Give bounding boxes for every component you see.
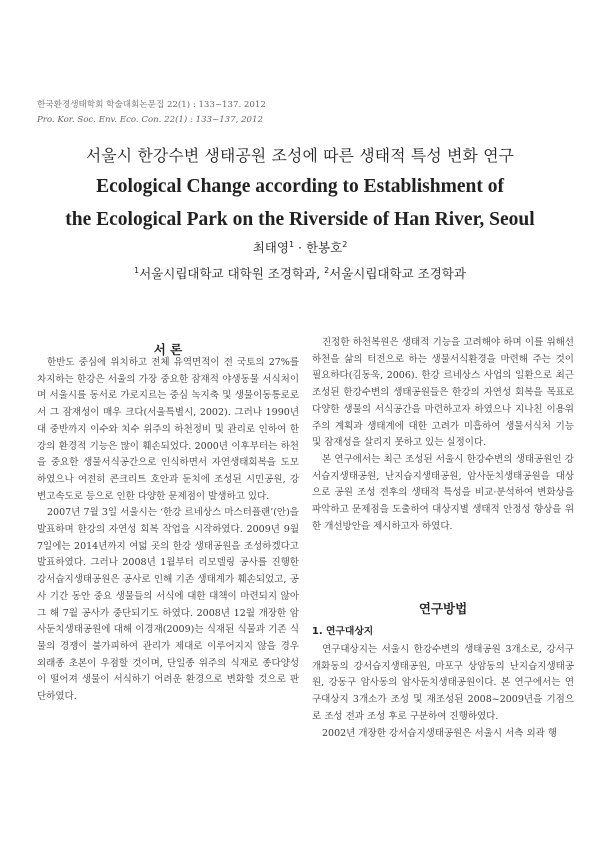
body-paragraph: 2002년 개장한 강서습지생태공원은 서울시 서측 외곽 행 — [322, 727, 558, 739]
right-column-body-bottom — [312, 642, 574, 742]
journal-citation-korean: 한국환경생태학회 학술대회논문집 22(1) : 133~137. 2012 — [37, 100, 266, 110]
body-paragraph: 진정한 하천복원은 생태적 기능을 고려해야 하며 이를 위해선 하천을 삶의 터전으로 하는 생물서식환경을 마련해 주는 것이 필요하다(김동욱, 2006). 한강 르네상스 사업의 일환으로 최근 조성된 한강수변의 생태공원들은 한강의 자연성 회복을 목표로 다양한 생물의 서식공간을 마련하고자 하였으나 지나친 이용위주의 계획과 생태계에 대한 고려가 미흡하여 생물서식처 기능 및 잠재성을 살리지 못하고 있는 실정이다. — [312, 337, 574, 449]
title-english-line-1: Ecological Change according to Establishment of — [96, 176, 504, 197]
body-paragraph: 2007년 7월 3일 서울시는 ‘한강 르네상스 마스터플랜’(안)을 발표하며 한강의 자연성 회복 작업을 시작하였다. 2009년 9월 7일에는 2014년까지 여덟 곳의 한강 생태공원을 조성하겠다고 발표하였다. 그러나 2008년 1월부터 리모델링 공사를 진행한 강서습지생태공원은 공사로 인해 기존 생태계가 훼손되었고, 공사 기간 동안 중요 생물들의 서식에 대한 대책이 마련되지 않아 그 해 7월 공사가 중단되기도 하였다. 2008년 12월 개장한 암사둔치생태공원에 대해 이경재(2009)는 식재된 식물과 기존 식물의 경쟁이 불가피하여 관리가 제대로 이루어지지 않을 경우 외래종 초본이 우점할 것이며, 단일종 위주의 식재로 종다양성이 떨어져 생물이 서식하기 어려운 환경으로 변화할 것으로 판단하였다. — [37, 507, 299, 703]
affil-2-text: 서울시립대학교 조경학과 — [329, 266, 466, 281]
author-1-name: 최태영 — [252, 240, 289, 255]
journal-citation-english: Pro. Kor. Soc. Env. Eco. Con. 22(1) : 133~137, 2012 — [37, 115, 263, 125]
affil-2-mark: 2 — [324, 265, 330, 275]
left-column-body — [37, 355, 299, 706]
body-paragraph: 한반도 중심에 위치하고 전체 유역면적이 전 국토의 27%를 차지하는 한강은 서울의 가장 중요한 잠재적 야생동물 서식처이며 서울시를 동서로 가로지르는 중심 녹지축 및 생물이동통로로서 그 잠재성이 매우 크다(서울특별시, 2002). 그러나 1990년대 중반까지 이수와 치수 위주의 하천정비 및 관리로 인하여 한강의 환경적 기능은 많이 훼손되었다. 2000년 이후부터는 하천을 중요한 생물서식공간으로 인식하면서 자연생태회복을 도모하였으나 여전히 콘크리트 호안과 둔치에 조성된 시민공원, 강변고속도로 등으로 인한 다양한 문제점이 발생하고 있다. — [37, 357, 299, 502]
right-column-body-top — [312, 335, 574, 535]
title-english-line-2: the Ecological Park on the Riverside of Han River, Seoul — [65, 209, 535, 230]
subsection-heading-study-site: 1. 연구대상지 — [312, 626, 374, 637]
body-paragraph: 본 연구에서는 최근 조성된 서울시 한강수변의 생태공원인 강서습지생태공원, 난지습지생태공원, 암사둔치생태공원을 대상으로 공원 조성 전후의 생태적 특성을 비교·분석하여 변화상을 파악하고 문제점을 도출하여 대상지별 생태적 안정성 향상을 위한 개선방안을 제시하고자 하였다. — [312, 453, 574, 532]
title-korean: 서울시 한강수변 생태공원 조성에 따른 생태적 특성 변화 연구 — [85, 146, 515, 165]
author-1-affil-mark: 1 — [288, 239, 295, 249]
affil-1-text: 서울시립대학교 대학원 조경학과, — [139, 266, 325, 281]
section-heading-methods: 연구방법 — [418, 601, 468, 616]
section-heading-introduction: 서 론 — [153, 342, 183, 357]
affiliations — [0, 264, 600, 282]
author-2-name: 한봉호 — [305, 240, 343, 255]
journal-header — [37, 98, 266, 128]
body-paragraph: 연구대상지는 서울시 한강수변의 생태공원 3개소로, 강서구 개화동의 강서습지생태공원, 마포구 상암동의 난지습지생태공원, 강동구 암사동의 암사둔치생태공원이다. 본 연구에서는 연구대상지 3개소가 조성 및 재조성된 2008~2009년을 기점으로 조성 전과 조성 후로 구분하여 진행하였다. — [312, 644, 574, 722]
affil-1-mark: 1 — [134, 265, 140, 275]
author-separator: · — [294, 240, 306, 255]
authors — [0, 238, 600, 256]
author-2-affil-mark: 2 — [342, 239, 348, 249]
